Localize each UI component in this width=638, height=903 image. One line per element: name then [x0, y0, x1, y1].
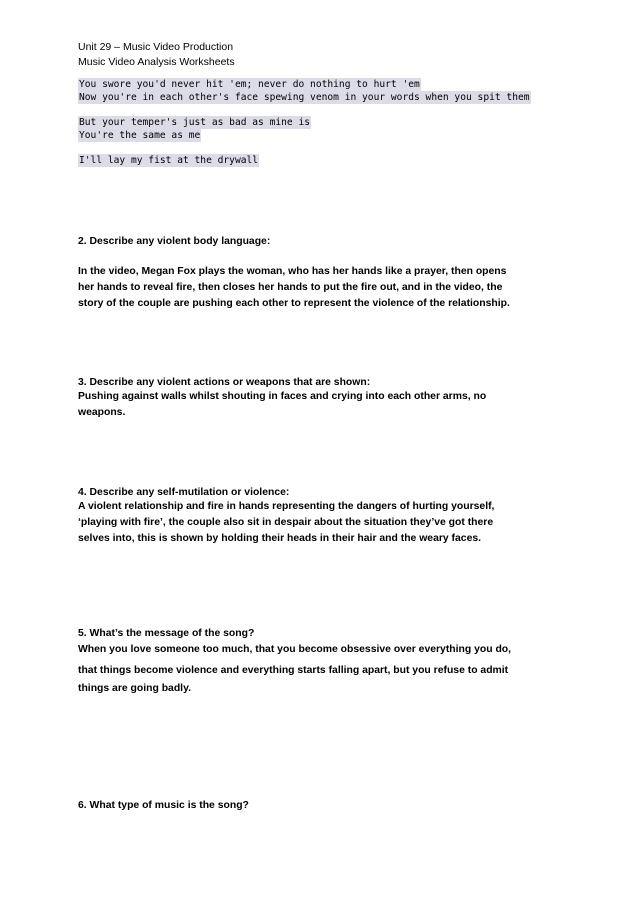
answer-2-line: story of the couple are pushing each other to represent the violence of the relationship.: [78, 298, 510, 309]
header-unit-title: Unit 29 – Music Video Production: [78, 41, 234, 53]
question-3: 3. Describe any violent actions or weapons that are shown:: [78, 377, 371, 388]
lyric-line: I'll lay my fist at the drywall: [79, 155, 259, 166]
answer-4-line: ‘playing with fire’, the couple also sit in despair about the situation they’ve got there: [78, 517, 494, 528]
answer-3-line: Pushing against walls whilst shouting in faces and crying into each other arms, no: [78, 391, 487, 402]
answer-4-line: selves into, this is shown by holding their heads in their hair and the weary faces.: [78, 533, 482, 544]
lyric-line: You're the same as me: [79, 130, 201, 141]
lyric-line: Now you're in each other's face spewing venom in your words when you spit them: [79, 92, 530, 103]
question-2: 2. Describe any violent body language:: [78, 236, 271, 247]
header-worksheet-title: Music Video Analysis Worksheets: [78, 56, 235, 68]
answer-4-line: A violent relationship and fire in hands representing the dangers of hurting yourself,: [78, 501, 495, 512]
answer-5-line: that things become violence and everything starts falling apart, but you refuse to admit: [78, 665, 509, 676]
lyric-line: You swore you'd never hit 'em; never do nothing to hurt 'em: [79, 79, 420, 90]
question-4: 4. Describe any self-mutilation or violence:: [78, 487, 290, 498]
answer-2-line: her hands to reveal fire, then closes her hands to put the fire out, and in the video, the: [78, 282, 503, 293]
answer-3-line: weapons.: [78, 407, 126, 418]
question-5: 5. What’s the message of the song?: [78, 628, 255, 639]
answer-2-line: In the video, Megan Fox plays the woman, who has her hands like a prayer, then opens: [78, 266, 507, 277]
lyric-line: But your temper's just as bad as mine is: [79, 117, 311, 128]
question-6: 6. What type of music is the song?: [78, 800, 249, 811]
answer-5-line: things are going badly.: [78, 683, 191, 694]
answer-5-line: When you love someone too much, that you become obsessive over everything you do,: [78, 644, 512, 655]
